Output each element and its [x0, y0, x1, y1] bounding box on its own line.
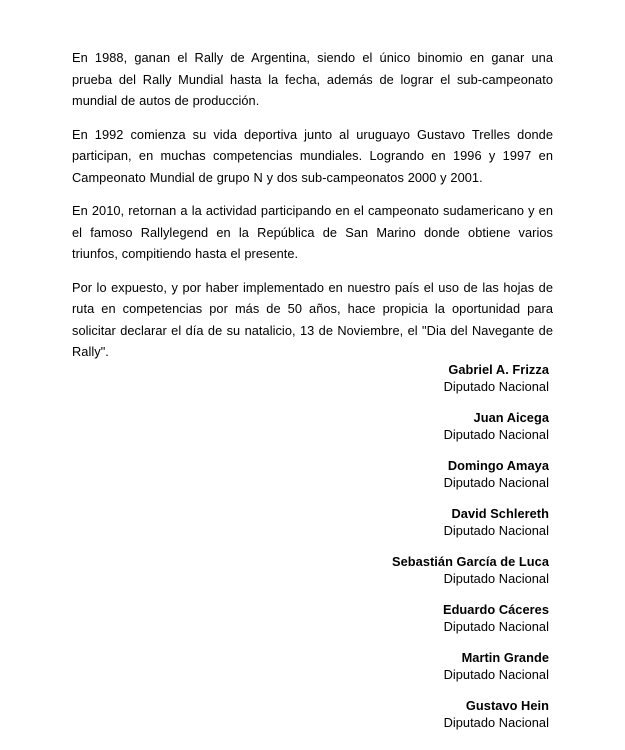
signatory-title: Diputado Nacional — [443, 426, 549, 442]
paragraph-4: Por lo expuesto, y por haber implementado en nuestro país el uso de las hojas de ruta en competencias por más de 50 años, hace propicia la oportunidad para solicitar declarar el día de su natalicio, 13 de Noviembre, el "Dia del Navegante de Rally". — [72, 279, 553, 359]
signatory-name: Gustavo Hein — [465, 698, 549, 713]
signatory-title: Diputado Nacional — [443, 666, 549, 682]
signatory-entry — [72, 650, 549, 683]
signatory-name: Gabriel A. Frizza — [448, 362, 549, 377]
signatory-entry — [72, 458, 549, 491]
signatory-name: David Schlereth — [451, 506, 549, 521]
signatory-title: Diputado Nacional — [443, 570, 549, 586]
signatory-entry — [72, 410, 549, 443]
signatory-title: Diputado Nacional — [443, 378, 549, 394]
signatory-title: Diputado Nacional — [443, 714, 549, 730]
signatory-title: Diputado Nacional — [443, 474, 549, 490]
signatory-name: Juan Aicega — [473, 410, 549, 425]
paragraph-1: En 1988, ganan el Rally de Argentina, siendo el único binomio en ganar una prueba del Rally Mundial hasta la fecha, además de lograr el sub-campeonato mundial de autos de producción. — [72, 50, 553, 108]
signatory-title: Diputado Nacional — [443, 618, 549, 634]
signatory-entry — [72, 554, 549, 587]
signatory-name: Eduardo Cáceres — [442, 602, 549, 617]
signatory-name: Sebastián García de Luca — [392, 554, 549, 569]
document-body — [72, 47, 553, 363]
signatory-title: Diputado Nacional — [443, 522, 549, 538]
signatory-entry — [72, 506, 549, 539]
signatory-entry — [72, 362, 549, 395]
signatory-name: Martin Grande — [461, 650, 549, 665]
paragraph-3: En 2010, retornan a la actividad participando en el campeonato sudamericano y en el famoso Rallylegend en la República de San Marino donde obtiene varios triunfos, compitiendo hasta el presente. — [72, 203, 553, 261]
signature-block — [72, 362, 549, 731]
signatory-entry — [72, 602, 549, 635]
signatory-entry — [72, 698, 549, 731]
signatory-name: Domingo Amaya — [447, 458, 549, 473]
paragraph-2: En 1992 comienza su vida deportiva junto al uruguayo Gustavo Trelles donde participan, en muchas competencias mundiales. Logrando en 1996 y 1997 en Campeonato Mundial de grupo N y dos sub-campeonatos 2000 y 2001. — [72, 126, 553, 185]
